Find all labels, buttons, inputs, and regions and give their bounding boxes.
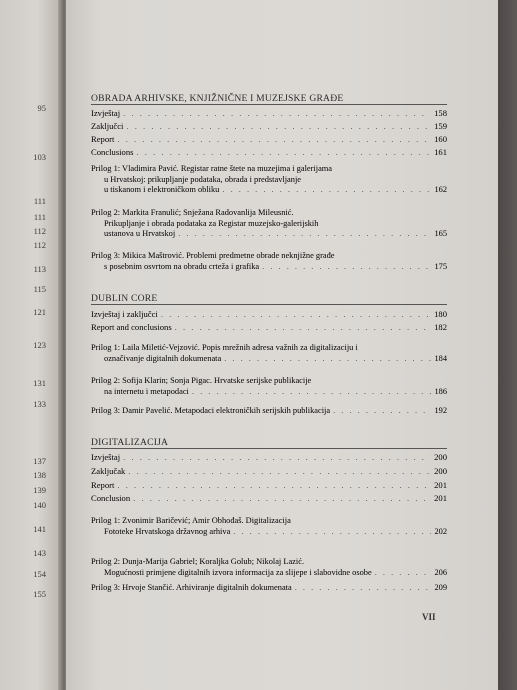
appendix-line: Prilog 1: Zvonimir Baričević; Amir Obhođaš. Digitalizacija xyxy=(91,516,291,525)
section-title: OBRADA ARHIVSKE, KNJIŽNIČNE I MUZEJSKE GRAĐE xyxy=(91,93,344,104)
appendix-entry xyxy=(91,376,447,397)
appendix-line: u tiskanom i elektroničkom obliku xyxy=(104,185,220,194)
appendix-entry xyxy=(91,406,447,417)
toc-entry-page: 180 xyxy=(434,309,447,319)
left-page-number: 139 xyxy=(33,485,46,495)
appendix-line: Prilog 2: Markita Franulić; Snježana Radovanlija Mileusnić. xyxy=(91,208,294,217)
appendix-page: 175 xyxy=(434,261,447,271)
appendix-line: označivanje digitalnih dokumenata xyxy=(104,353,222,363)
left-page-number: 112 xyxy=(33,226,46,236)
toc-entry xyxy=(91,147,447,158)
appendix-page: 186 xyxy=(434,386,447,396)
toc-entry xyxy=(91,466,447,477)
dot-leader xyxy=(123,108,430,119)
toc-entry xyxy=(91,452,447,463)
appendix-entry xyxy=(91,583,447,594)
dot-leader xyxy=(126,121,430,132)
toc-entry-page: 200 xyxy=(434,466,447,476)
appendix-line: Prilog 3: Damir Pavelić. Metapodaci elektroničkih serijskih publikacija xyxy=(91,406,331,415)
dot-leader xyxy=(222,185,431,196)
appendix-line: Prikupljanje i obrada podataka za Registar muzejsko-galerijskih xyxy=(104,218,319,228)
toc-entry-page: 200 xyxy=(434,452,447,462)
appendix-line: Prilog 3: Mikica Maštrović. Problemi predmetne obrade neknjižne građe xyxy=(91,251,335,260)
left-page-number: 141 xyxy=(33,524,46,534)
toc-entry-label: Report xyxy=(91,480,115,490)
left-page-number: 95 xyxy=(37,103,46,113)
left-page-number: 111 xyxy=(33,196,46,206)
toc-entry xyxy=(91,309,447,320)
left-page-number: 137 xyxy=(33,456,46,466)
toc-page xyxy=(66,0,498,690)
left-page-number: 123 xyxy=(33,340,46,350)
toc-entry-label: Izvještaj xyxy=(91,452,121,462)
dot-leader xyxy=(161,309,430,320)
toc-entry xyxy=(91,121,447,132)
toc-entry-label: Conclusions xyxy=(91,147,134,157)
background-right xyxy=(498,0,517,690)
dot-leader xyxy=(137,147,431,158)
appendix-line: Prilog 3: Hrvoje Stančić. Arhiviranje digitalnih dokumenata xyxy=(91,583,292,592)
dot-leader xyxy=(128,466,430,477)
left-page-number: 121 xyxy=(33,307,46,317)
appendix-line: ustanova u Hrvatskoj xyxy=(104,229,176,238)
dot-leader xyxy=(233,527,431,538)
left-page-number: 112 xyxy=(33,240,46,250)
left-page-number: 133 xyxy=(33,399,46,409)
toc-entry xyxy=(91,134,447,145)
section-title: DUBLIN CORE xyxy=(91,293,158,304)
dot-leader xyxy=(133,493,430,504)
appendix-line: u Hrvatskoj: prikupljanje podataka, obrada i predstavljanje xyxy=(104,174,301,184)
dot-leader xyxy=(333,406,431,417)
appendix-entry xyxy=(91,557,447,578)
appendix-page: 184 xyxy=(434,353,447,363)
left-page-number: 103 xyxy=(33,152,46,162)
toc-entry-page: 158 xyxy=(434,108,447,118)
page-folio: VII xyxy=(422,612,436,622)
appendix-entry xyxy=(91,251,447,272)
appendix-line: s posebnim osvrtom na obradu crteža i grafika xyxy=(104,261,260,271)
appendix-line: Prilog 2: Sofija Klarin; Sonja Pigac. Hrvatske serijske publikacije xyxy=(91,376,312,385)
toc-entry xyxy=(91,322,447,333)
left-page-number: 155 xyxy=(33,589,46,599)
toc-entry-label: Report and conclusions xyxy=(91,322,172,332)
appendix-page: 209 xyxy=(434,583,447,592)
dot-leader xyxy=(295,583,432,594)
left-page-number: 138 xyxy=(33,470,46,480)
appendix-line: Prilog 1: Laila Miletić-Vejzović. Popis mrežnih adresa važnih za digitalizaciju i xyxy=(91,343,358,352)
left-page-number: 154 xyxy=(33,569,46,579)
appendix-line: Mogućnosti primjene digitalnih izvora informacija za slijepe i slabovidne osobe xyxy=(104,567,372,577)
dot-leader xyxy=(117,134,430,145)
section-rule xyxy=(91,448,447,449)
toc-entry-page: 160 xyxy=(434,134,447,144)
appendix-page: 165 xyxy=(434,229,447,238)
dot-leader xyxy=(178,229,431,240)
dot-leader xyxy=(262,262,431,273)
dot-leader xyxy=(175,322,430,333)
toc-entry-label: Izvještaj i zaključci xyxy=(91,309,158,319)
toc-entry xyxy=(91,493,447,504)
appendix-line: na internetu i metapodaci xyxy=(104,386,189,396)
toc-entry xyxy=(91,108,447,119)
left-page-number: 143 xyxy=(33,548,46,558)
appendix-page: 192 xyxy=(434,406,447,415)
section-title: DIGITALIZACIJA xyxy=(91,437,169,448)
dot-leader xyxy=(224,354,431,365)
toc-entry-label: Izvještaj xyxy=(91,108,121,118)
toc-entry-label: Zaključci xyxy=(91,121,124,131)
left-page-number: 111 xyxy=(33,212,46,222)
appendix-entry xyxy=(91,164,447,196)
appendix-line: Prilog 1: Vladimira Pavić. Registar ratne štete na muzejima i galerijama xyxy=(91,164,333,173)
dot-leader xyxy=(192,387,432,398)
toc-entry-label: Zaključak xyxy=(91,466,126,476)
dot-leader xyxy=(123,452,430,463)
appendix-entry xyxy=(91,343,447,364)
left-page-number: 140 xyxy=(33,500,46,510)
left-page-number: 115 xyxy=(33,284,46,294)
left-page-number: 131 xyxy=(33,378,46,388)
dot-leader xyxy=(375,568,432,579)
toc-entry-page: 201 xyxy=(434,493,447,503)
section-rule xyxy=(91,104,447,105)
appendix-page: 202 xyxy=(434,526,447,536)
appendix-entry xyxy=(91,516,447,537)
section-rule xyxy=(91,304,447,305)
left-page-number: 113 xyxy=(33,264,46,274)
toc-entry-label: Conclusion xyxy=(91,493,131,503)
appendix-page: 162 xyxy=(434,185,447,194)
dot-leader xyxy=(117,480,430,491)
toc-entry-page: 161 xyxy=(434,147,447,157)
toc-entry-page: 182 xyxy=(434,322,447,332)
appendix-line: Prilog 2: Dunja-Marija Gabriel; Koraljka Golub; Nikolaj Lazić. xyxy=(91,557,305,566)
toc-entry-page: 159 xyxy=(434,121,447,131)
toc-entry-label: Report xyxy=(91,134,115,144)
appendix-line: Fototeke Hrvatskoga državnog arhiva xyxy=(104,526,231,536)
toc-entry-page: 201 xyxy=(434,480,447,490)
appendix-entry xyxy=(91,208,447,240)
appendix-page: 206 xyxy=(434,567,447,577)
toc-entry xyxy=(91,480,447,491)
